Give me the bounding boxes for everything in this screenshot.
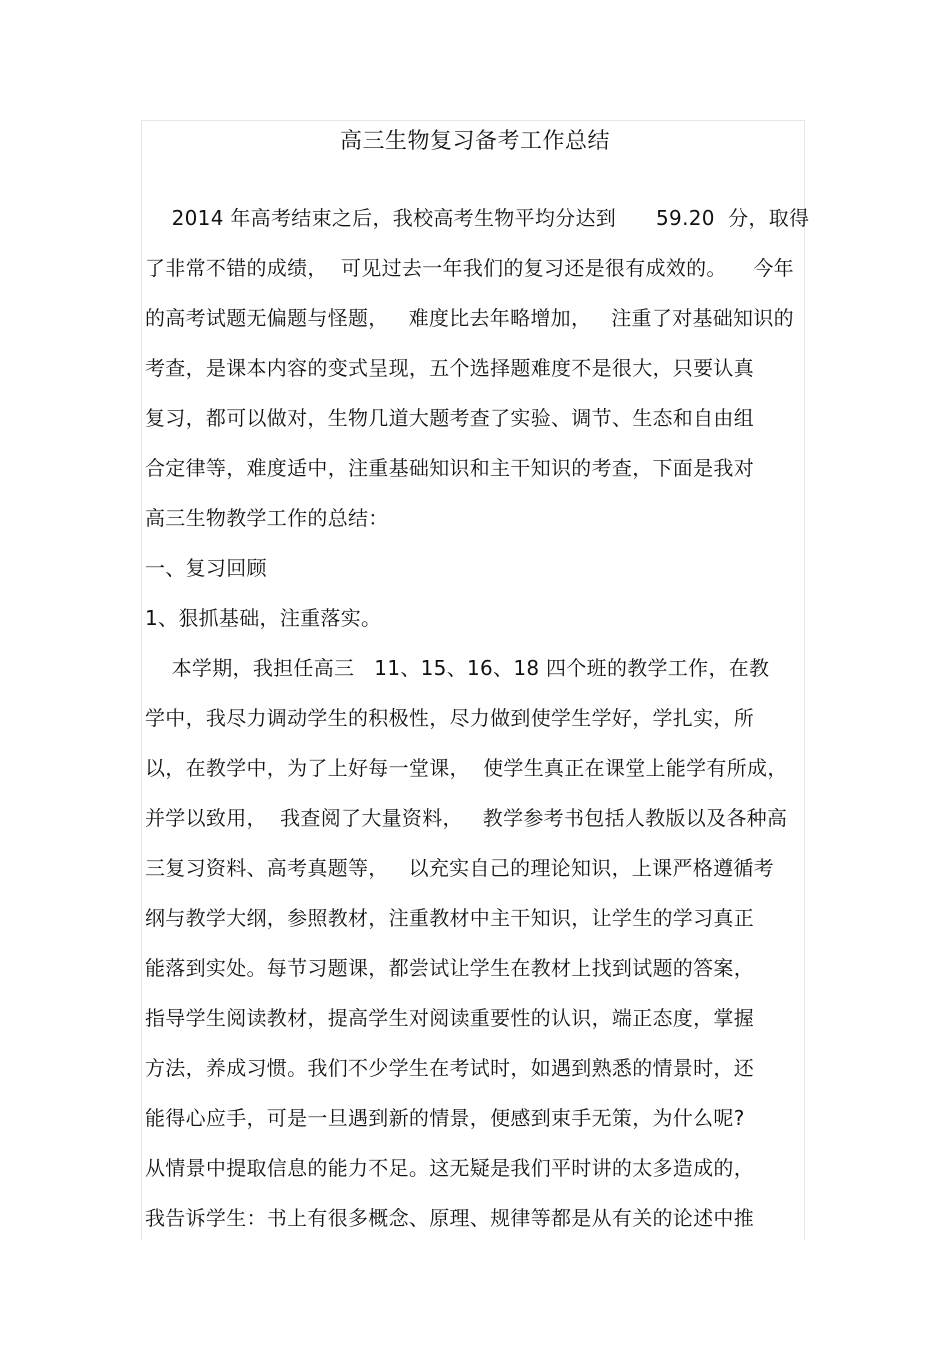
body-line-20: 从情景中提取信息的能力不足。这无疑是我们平时讲的太多造成的， <box>145 1156 754 1180</box>
body-line-17: 指导学生阅读教材，提高学生对阅读重要性的认识，端正态度，掌握 <box>145 1006 754 1030</box>
body-line-7: 高三生物教学工作的总结： <box>145 506 389 530</box>
body-line-15: 纲与教学大纲，参照教材，注重教材中主干知识，让学生的学习真正 <box>145 906 754 930</box>
body-line-6: 合定律等，难度适中，注重基础知识和主干知识的考查，下面是我对 <box>145 456 754 480</box>
body-line-10: 本学期，我担任高三 11、15、16、18 四个班的教学工作，在教 <box>145 656 770 680</box>
subsection-heading: 1、狠抓基础，注重落实。 <box>145 606 382 630</box>
body-line-1: 2014 年高考结束之后，我校高考生物平均分达到 59.20 分，取得 <box>145 206 810 230</box>
body-line-12: 以，在教学中，为了上好每一堂课， 使学生真正在课堂上能学有所成， <box>145 756 788 780</box>
body-line-13: 并学以致用， 我查阅了大量资料， 教学参考书包括人教版以及各种高 <box>145 806 788 830</box>
body-line-19: 能得心应手，可是一旦遇到新的情景，便感到束手无策，为什么呢? <box>145 1106 745 1130</box>
body-line-21: 我告诉学生：书上有很多概念、原理、规律等都是从有关的论述中推 <box>145 1206 754 1230</box>
body-line-3: 的高考试题无偏题与怪题， 难度比去年略增加， 注重了对基础知识的 <box>145 306 794 330</box>
body-line-4: 考查，是课本内容的变式呈现，五个选择题难度不是很大，只要认真 <box>145 356 754 380</box>
body-line-14: 三复习资料、高考真题等， 以充实自己的理论知识，上课严格遵循考 <box>145 856 774 880</box>
body-line-2: 了非常不错的成绩， 可见过去一年我们的复习还是很有成效的。 今年 <box>145 256 794 280</box>
body-line-18: 方法，养成习惯。我们不少学生在考试时，如遇到熟悉的情景时，还 <box>145 1056 754 1080</box>
body-line-16: 能落到实处。每节习题课，都尝试让学生在教材上找到试题的答案， <box>145 956 754 980</box>
section-heading: 一、复习回顾 <box>145 556 267 580</box>
body-line-11: 学中，我尽力调动学生的积极性，尽力做到使学生学好，学扎实，所 <box>145 706 754 730</box>
body-line-5: 复习，都可以做对，生物几道大题考查了实验、调节、生态和自由组 <box>145 406 754 430</box>
document-title: 高三生物复习备考工作总结 <box>339 129 610 154</box>
